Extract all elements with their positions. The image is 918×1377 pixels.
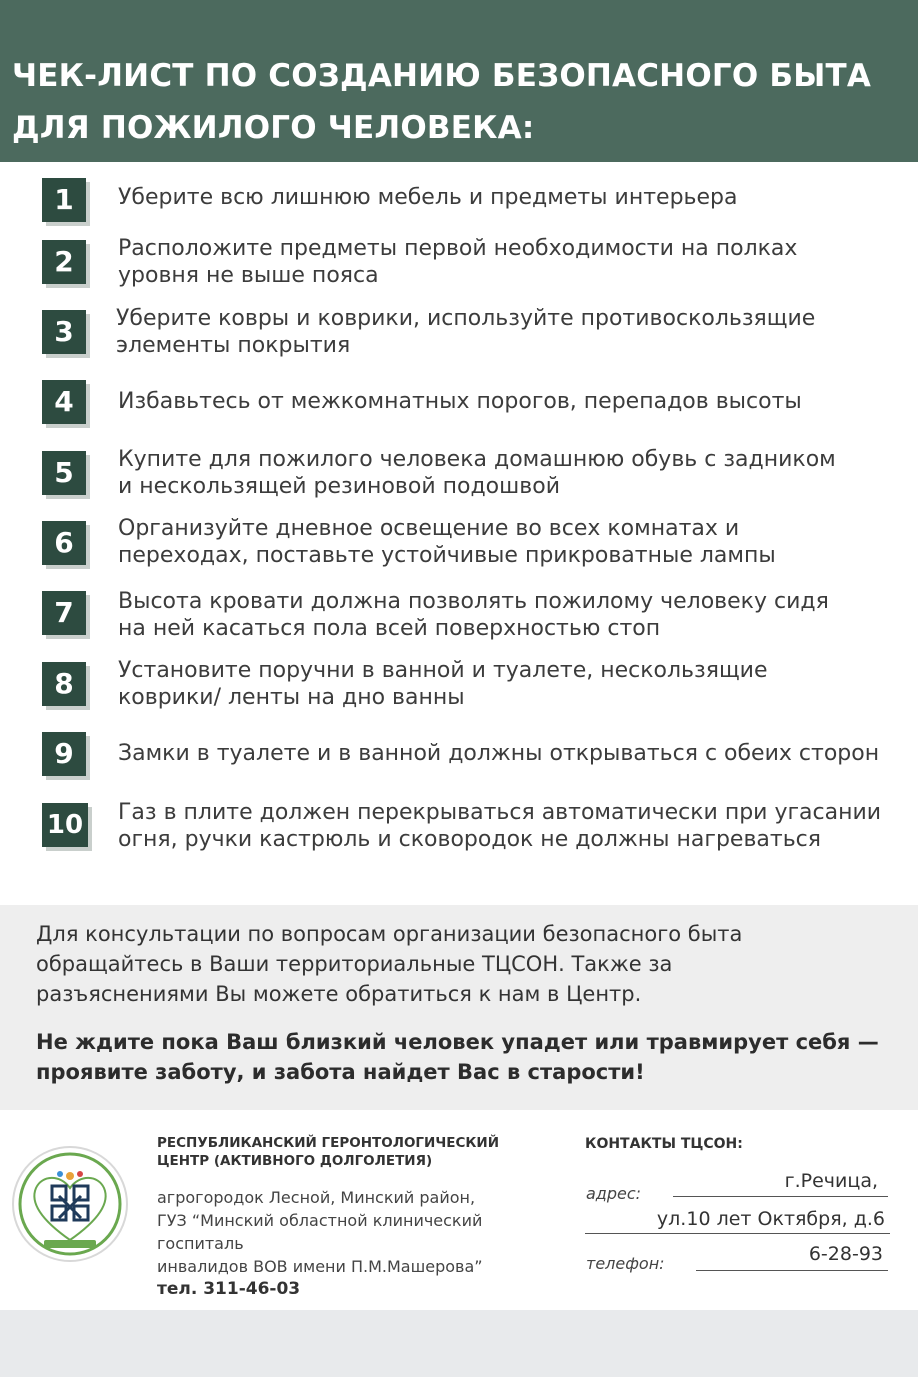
item-text-line: и нескользящей резиновой подошвой xyxy=(118,474,560,499)
item-text xyxy=(118,388,918,415)
item-text xyxy=(118,446,918,500)
item-text-line: Купите для пожилого человека домашнюю обувь с задником xyxy=(118,447,836,472)
info-text xyxy=(36,919,896,1009)
item-number: 9 xyxy=(42,732,86,776)
item-text xyxy=(118,184,918,211)
item-number: 2 xyxy=(42,240,86,284)
callout-line: Не ждите пока Ваш близкий человек упадет или травмирует себя — xyxy=(36,1030,879,1054)
item-text-line: Избавьтесь от межкомнатных порогов, перепадов высоты xyxy=(118,389,802,414)
org-addr-line: агрогородок Лесной, Минский район, xyxy=(157,1188,476,1207)
address-value-city: г.Речица, xyxy=(784,1170,878,1192)
item-text-line: Уберите ковры и коврики, используйте противоскользящие xyxy=(116,306,816,331)
organization-name xyxy=(157,1134,577,1170)
item-text-line: на ней касаться пола всей поверхностью стоп xyxy=(118,616,661,641)
footer xyxy=(0,1110,918,1310)
item-number: 6 xyxy=(42,521,86,565)
item-text-line: Расположите предметы первой необходимости на полках xyxy=(118,236,798,261)
item-text xyxy=(118,588,918,642)
item-text xyxy=(118,657,918,711)
item-text xyxy=(116,305,916,359)
item-text xyxy=(118,740,918,767)
item-number: 10 xyxy=(42,803,88,847)
item-text-line: Организуйте дневное освещение во всех комнатах и xyxy=(118,516,740,541)
org-name-line: ЦЕНТР (АКТИВНОГО ДОЛГОЛЕТИЯ) xyxy=(157,1153,433,1169)
org-addr-line: инвалидов ВОВ имени П.М.Машерова” xyxy=(157,1257,483,1276)
item-text-line: коврики/ ленты на дно ванны xyxy=(118,685,465,710)
item-text-line: огня, ручки кастрюль и сковородок не должны нагреваться xyxy=(118,827,822,852)
item-text xyxy=(118,515,918,569)
title-line-1: ЧЕК-ЛИСТ ПО СОЗДАНИЮ БЕЗОПАСНОГО БЫТА xyxy=(12,58,872,94)
address-underline xyxy=(585,1233,890,1234)
item-text-line: Высота кровати должна позволять пожилому человеку сидя xyxy=(118,589,829,614)
item-number: 8 xyxy=(42,662,86,706)
phone-value: 6-28-93 xyxy=(808,1243,883,1265)
org-addr-line: ГУЗ “Минский областной клинический xyxy=(157,1211,483,1230)
item-text-line: Уберите всю лишнюю мебель и предметы интерьера xyxy=(118,185,738,210)
info-callout xyxy=(36,1027,896,1087)
organization-address xyxy=(157,1186,557,1278)
info-line: обращайтесь в Ваши территориальные ТЦСОН. Также за xyxy=(36,952,673,976)
org-name-line: РЕСПУБЛИКАНСКИЙ ГЕРОНТОЛОГИЧЕСКИЙ xyxy=(157,1135,499,1151)
phone-underline xyxy=(696,1270,888,1271)
item-number: 1 xyxy=(42,178,86,222)
checklist xyxy=(0,162,918,882)
organization-phone: тел. 311-46-03 xyxy=(157,1279,301,1299)
item-text xyxy=(118,799,918,853)
phone-label: телефон: xyxy=(586,1254,665,1273)
organization-logo xyxy=(10,1144,130,1264)
item-text-line: Установите поручни в ванной и туалете, нескользящие xyxy=(118,658,768,683)
address-underline xyxy=(673,1196,888,1197)
item-text-line: уровня не выше пояса xyxy=(118,263,379,288)
item-text-line: элементы покрытия xyxy=(116,333,351,358)
item-number: 5 xyxy=(42,451,86,495)
consultation-info xyxy=(0,905,918,1110)
header-banner xyxy=(0,0,918,162)
org-addr-line: госпиталь xyxy=(157,1234,244,1253)
callout-line: проявите заботу, и забота найдет Вас в старости! xyxy=(36,1060,645,1084)
item-number: 4 xyxy=(42,380,86,424)
item-number: 3 xyxy=(42,310,86,354)
bottom-band xyxy=(0,1310,918,1377)
page-title xyxy=(12,50,912,154)
title-line-2: ДЛЯ ПОЖИЛОГО ЧЕЛОВЕКА: xyxy=(12,110,535,146)
item-text-line: Замки в туалете и в ванной должны открываться с обеих сторон xyxy=(118,741,880,766)
address-value-street: ул.10 лет Октября, д.6 xyxy=(656,1208,885,1230)
info-line: Для консультации по вопросам организации безопасного быта xyxy=(36,922,743,946)
item-text xyxy=(118,235,918,289)
contacts-title: КОНТАКТЫ ТЦСОН: xyxy=(585,1136,743,1152)
item-text-line: переходах, поставьте устойчивые прикроватные лампы xyxy=(118,543,776,568)
info-line: разъяснениями Вы можете обратиться к нам в Центр. xyxy=(36,982,642,1006)
address-label: адрес: xyxy=(586,1184,642,1203)
item-number: 7 xyxy=(42,591,86,635)
item-text-line: Газ в плите должен перекрываться автоматически при угасании xyxy=(118,800,882,825)
